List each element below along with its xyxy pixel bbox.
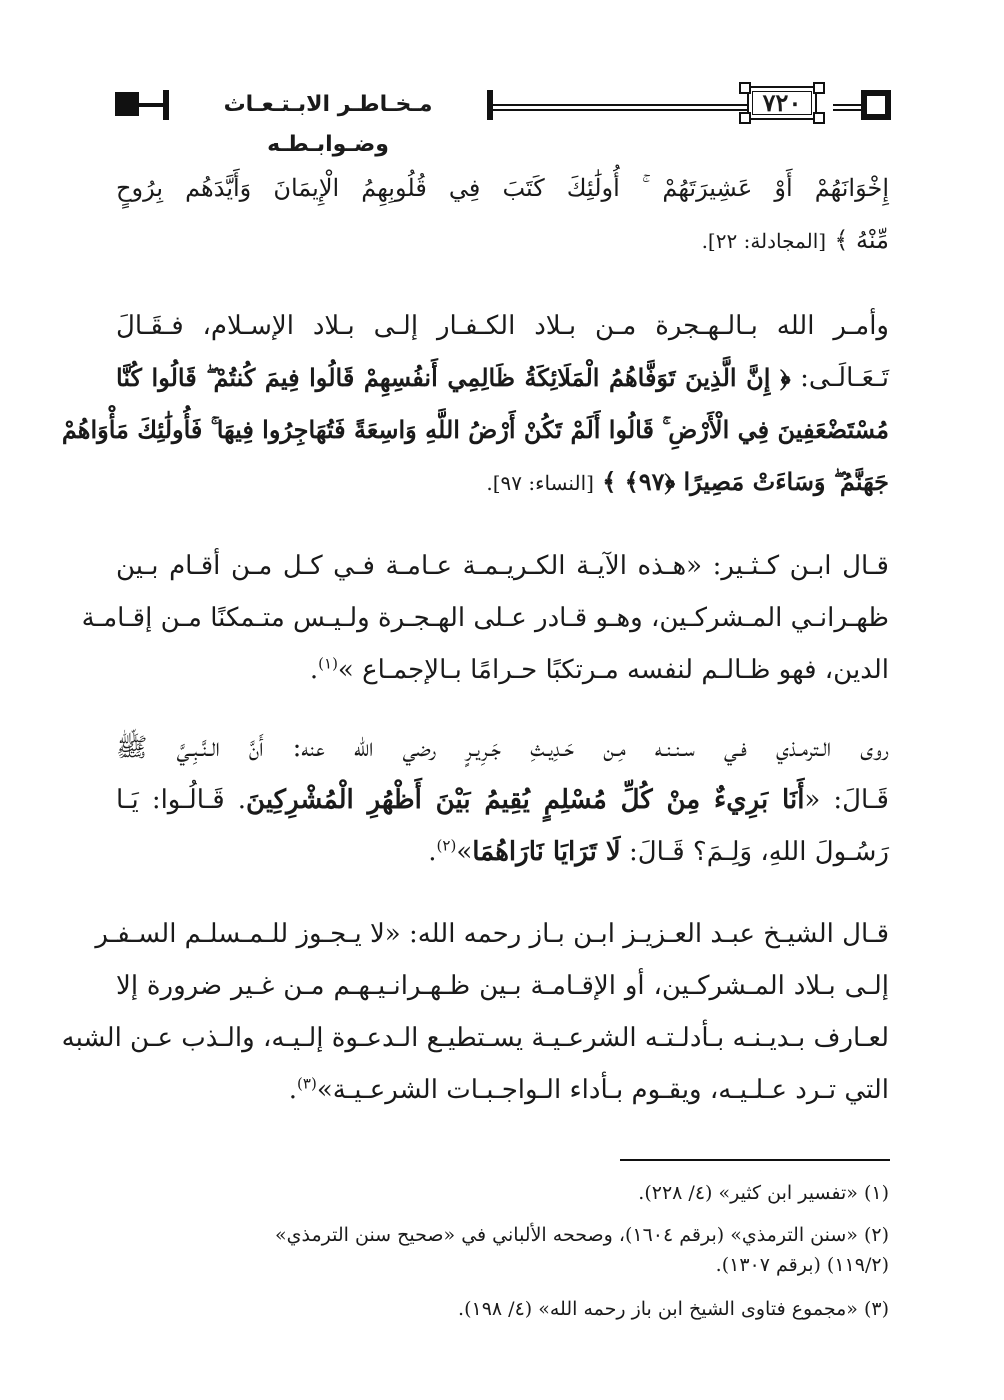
text-line: لعـارف بـديـنـه بـأدلـتـه الشرعـيـة يسـتطيـع الـدعـوة إلـيـه، والـذب عـن الشبه [61, 1023, 889, 1053]
text-line: قـال الشيـخ عبـد العـزيـز ابـن بـاز رحمه الله: «لا يـجـوز للـمـسلـم السـفـر [95, 919, 889, 949]
text-line: رَسُـولَ اللهِ، وَلِـمَ؟ قَـالَ: لَا تَرَايَا نَارَاهُمَا»$^{(٢)}$. [428, 836, 889, 867]
header-rule [493, 109, 747, 111]
verse-line: مُسْتَضْعَفِينَ فِي الْأَرْضِ ۚ قَالُوا أَلَمْ تَكُنْ أَرْضُ اللَّهِ وَاسِعَةً فَتُهَاجِرُوا فِيهَا ۚ فَأُولَٰئِكَ مَأْوَاهُمْ [61, 415, 889, 444]
text-line: قَـالَ: «أَنَا بَرِيءٌ مِنْ كُلِّ مُسْلِمٍ يُقِيمُ بَيْنَ أَظْهُرِ الْمُشْرِكِينَ. قَـالُـوا: يَـا [116, 785, 889, 815]
running-title: مـخـاطـر الابـتـعـاث وضـوابـطـه [223, 92, 433, 157]
footnote-ref: (١) [318, 654, 338, 673]
verse-line: جَهَنَّمُ ۖ وَسَاءَتْ مَصِيرًا ﴿٩٧﴾ ﴾ [النساء: ٩٧]. [486, 467, 889, 496]
footnote-separator [620, 1159, 890, 1161]
page-header [115, 82, 891, 157]
footnote-1: (١) «تفسير ابن كثير» (٤/ ٢٢٨). [638, 1182, 889, 1204]
paragraph-ibn-kathir [81, 540, 889, 696]
header-rule [139, 103, 163, 107]
page-number: ٧٢٠ [762, 88, 802, 117]
footnote-2: (٢) «سنن الترمذي» (برقم ١٦٠٤)، وصححه الألباني في «صحيح سنن الترمذي» (١١٩/٢) (برقم ١٣٠٧). [275, 1224, 889, 1276]
text-line: قـال ابـن كـثـير: «هـذه الآيـة الكـريـمـة عـامـة فـي كـل مـن أقـام بـين [116, 551, 889, 581]
verse-line: مِّنْهُ ﴾ [المجادلة: ٢٢]. [701, 226, 889, 254]
text-line: تَـعَـالَـى: ﴿ إِنَّ الَّذِينَ تَوَفَّاهُمُ الْمَلَائِكَةُ ظَالِمِي أَنفُسِهِمْ قَالُوا فِيمَ كُنتُمْ ۖ قَالُوا كُنَّا [116, 363, 890, 393]
text-line: التي تـرد عـلـيـه، ويقـوم بـأداء الـواجـبـات الشرعـيـة»$^{(٣)}$. [288, 1074, 889, 1105]
page-number-frame [733, 82, 833, 126]
quran-verse-mujadila [116, 162, 889, 267]
header-square-ornament [115, 92, 139, 116]
text-line: وأمـر الله بـالـهـجرة مـن بـلاد الكـفـار إلـى بـلاد الإسـلام، فـقَـالَ [116, 311, 889, 341]
footnote-3: (٣) «مجموع فتاوى الشيخ ابن باز رحمه الله» (٤/ ١٩٨). [458, 1298, 889, 1320]
text-line: إلـى بـلاد المـشركـين، أو الإقـامـة بـين ظـهـرانـيـهـم مـن غـير ضرورة إلا [116, 971, 889, 1001]
header-hollow-square-ornament [861, 90, 891, 120]
footnote-ref: (٢) [436, 836, 457, 855]
verse-reference: [المجادلة: ٢٢]. [701, 229, 827, 253]
header-rule [493, 104, 747, 106]
verse-line: إِخْوَانَهُمْ أَوْ عَشِيرَتَهُمْ ۚ أُولَٰئِكَ كَتَبَ فِي قُلُوبِهِمُ الْإِيمَانَ وَأَيَّدَهُم بِرُوحٍ [116, 174, 889, 202]
paragraph-hadith-tirmidhi [116, 722, 889, 878]
paragraph-hijra-command [61, 300, 890, 509]
verse-reference: [النساء: ٩٧]. [486, 471, 594, 495]
text-line: ظهـرانـي المـشركـين، وهـو قـادر عـلى الهـجـرة ولـيـس متـمكنًا مـن إقـامـة [81, 603, 889, 633]
text-line: روى الـترمـذي فـي سـنـنـه مِـن حَـدِيـثِ جَـرِيـرٍ رضي الله عنه: أَنَّ الـنَّـبِـيَّ ﷺ [116, 733, 889, 763]
paragraph-ibn-baz [61, 908, 889, 1116]
text-line: الدين، فهو ظـالـم لنفسه مـرتكبًا حـرامًا بـالإجمـاع »$^{(١)}$. [309, 654, 889, 685]
footnote-ref: (٣) [297, 1074, 317, 1093]
